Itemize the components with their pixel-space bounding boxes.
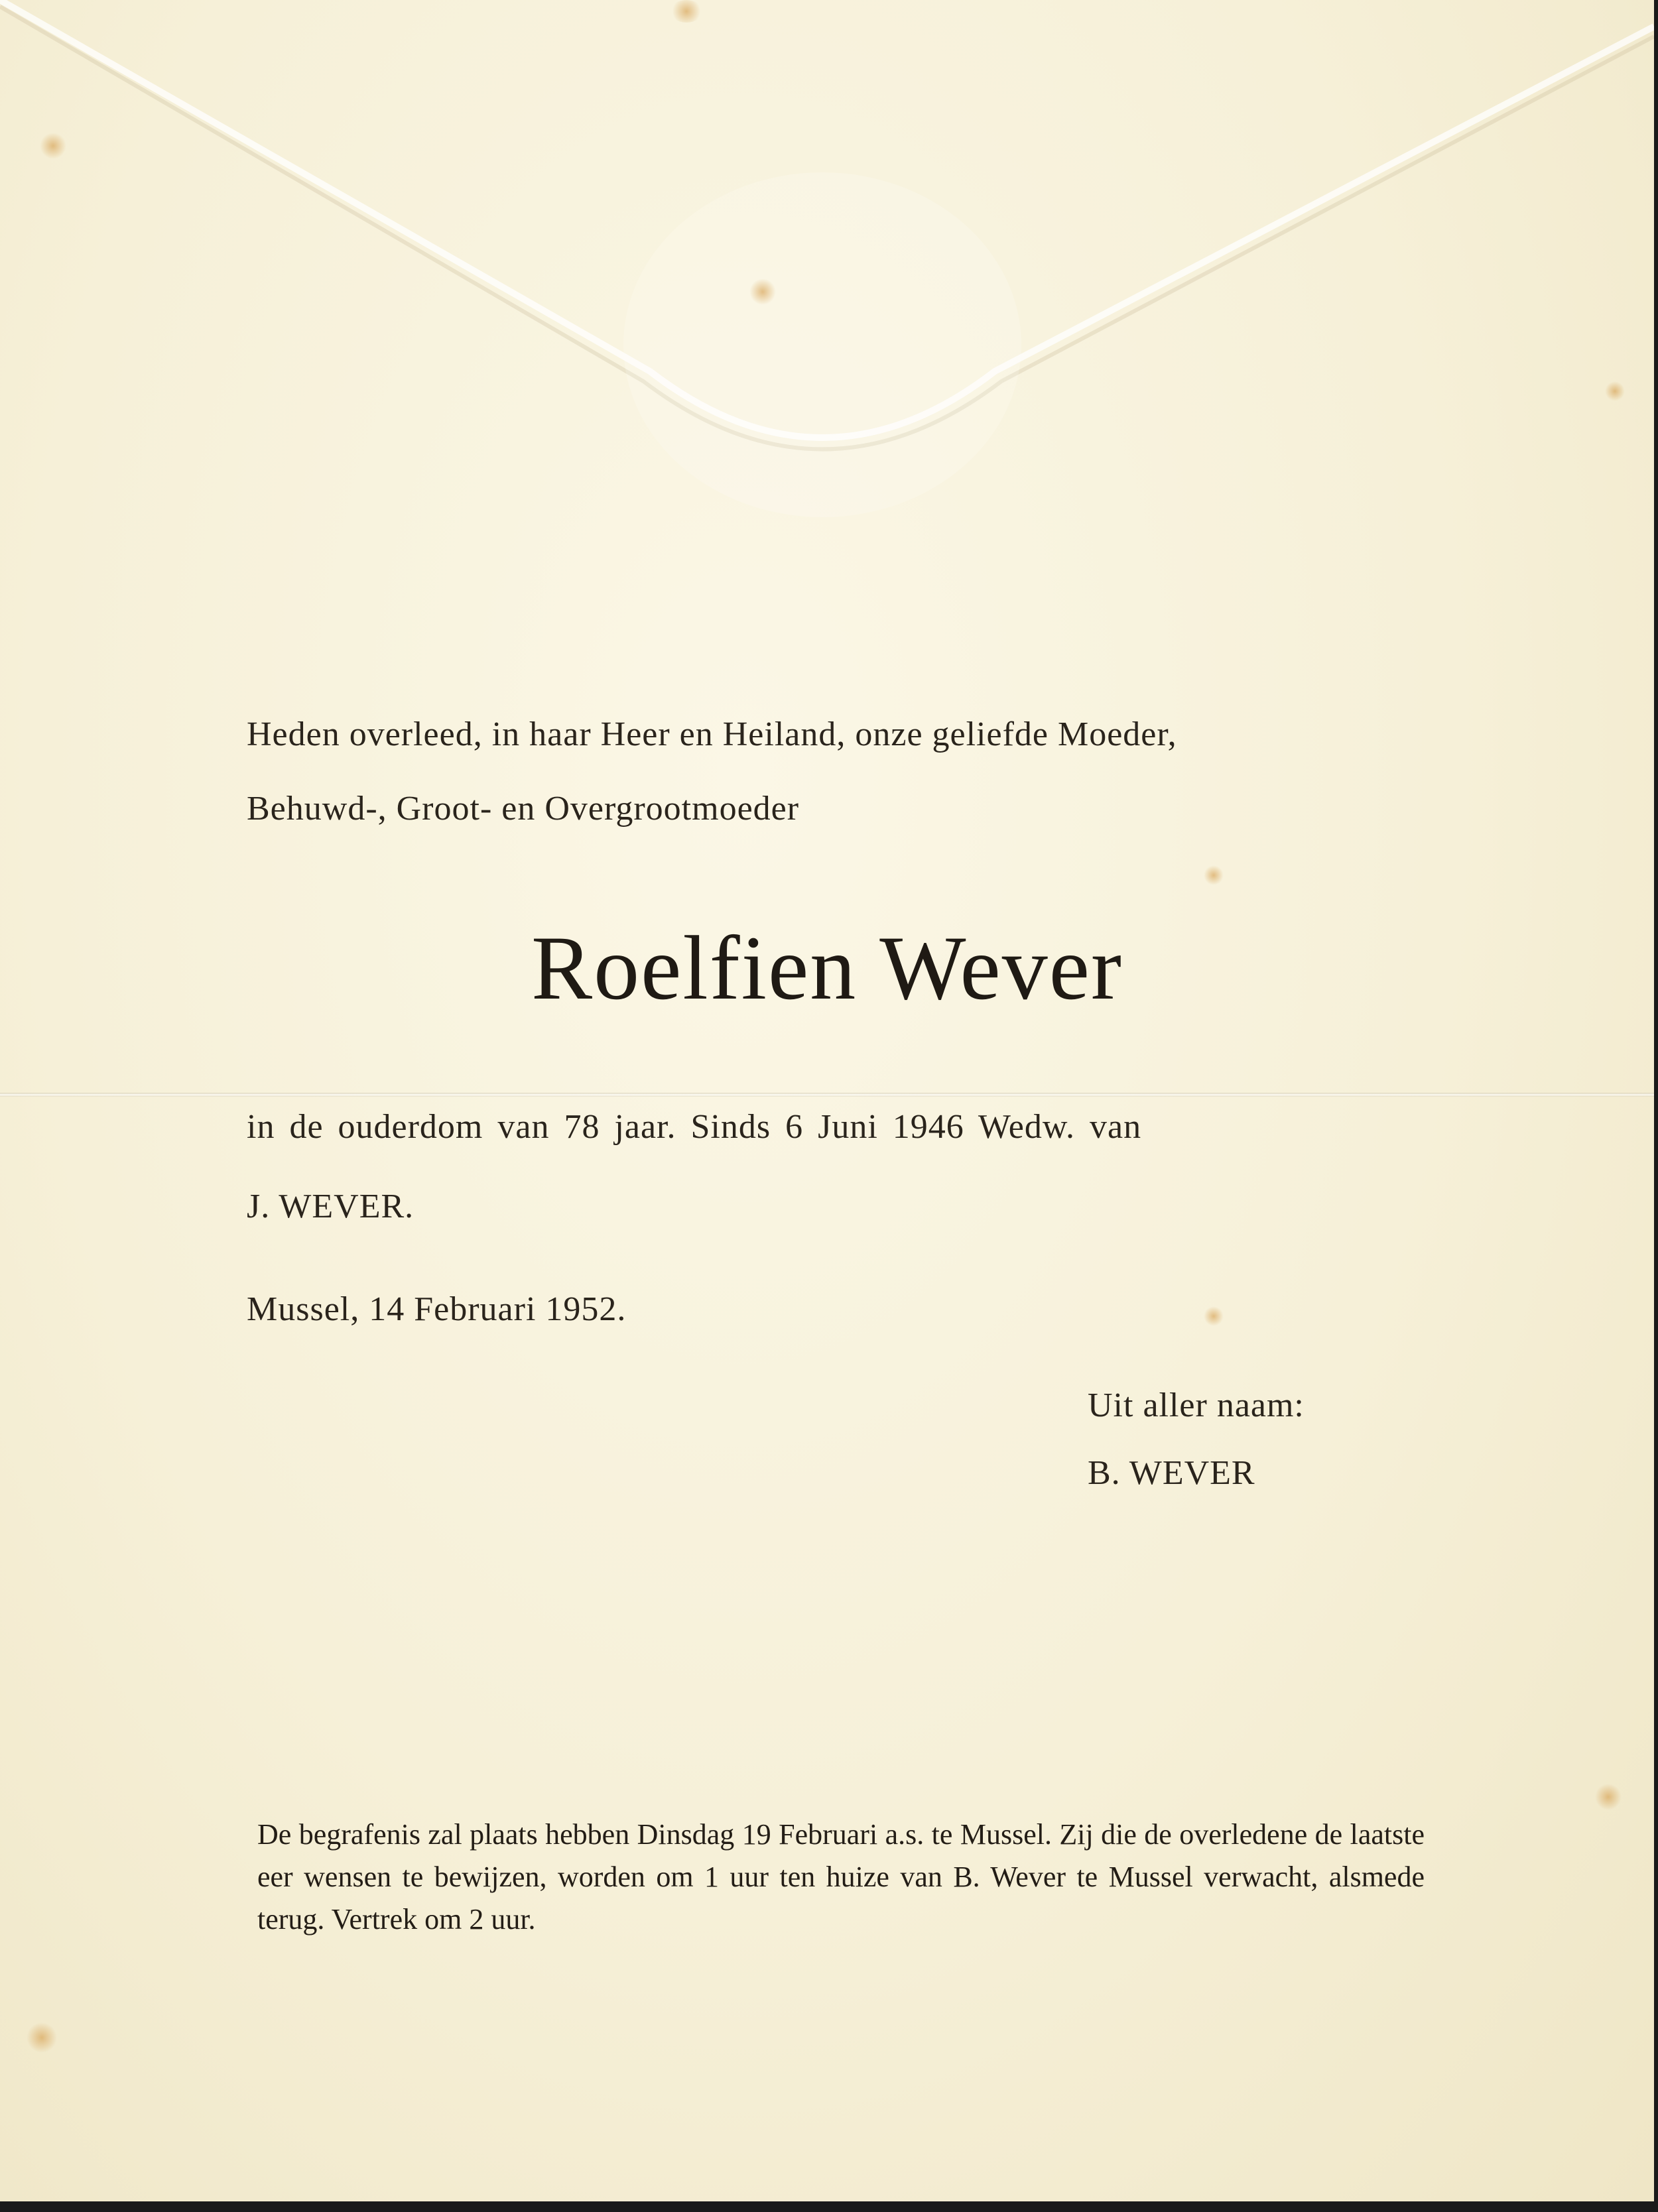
husband-name: J. WEVER.: [247, 1188, 414, 1225]
signature-label: Uit aller naam:: [1088, 1386, 1305, 1424]
signature-name: B. WEVER: [1088, 1454, 1255, 1492]
age-line: in de ouderdom van 78 jaar. Sinds 6 Juni 1946 Wedw. van: [247, 1108, 1142, 1146]
foxing-stain: [27, 2022, 57, 2053]
foxing-stain: [749, 278, 776, 305]
funeral-details: De begrafenis zal plaats hebben Dinsdag 19 Februari a.s. te Mussel. Zij die de overledene de laatste eer wensen te bewijzen, worden om 1 uur ten huize van B. Wever te Mussel verwacht, alsmede terug. Vertrek om 2 uur.: [257, 1818, 1425, 1936]
intro-line: Heden overleed, in haar Heer en Heiland, onze geliefde Moeder,: [247, 715, 1177, 753]
foxing-stain: [40, 133, 66, 159]
fold-crease: [0, 1093, 1654, 1097]
foxing-stain: [1204, 865, 1224, 885]
envelope-flap-imprint: [0, 0, 1654, 597]
foxing-stain: [670, 0, 703, 23]
foxing-stain: [1595, 1784, 1622, 1810]
foxing-stain: [1204, 1306, 1224, 1326]
deceased-name: Roelfien Wever: [531, 917, 1123, 1018]
place-date: Mussel, 14 Februari 1952.: [247, 1290, 627, 1328]
relation-line: Behuwd-, Groot- en Overgrootmoeder: [247, 790, 800, 828]
foxing-stain: [1605, 381, 1625, 401]
